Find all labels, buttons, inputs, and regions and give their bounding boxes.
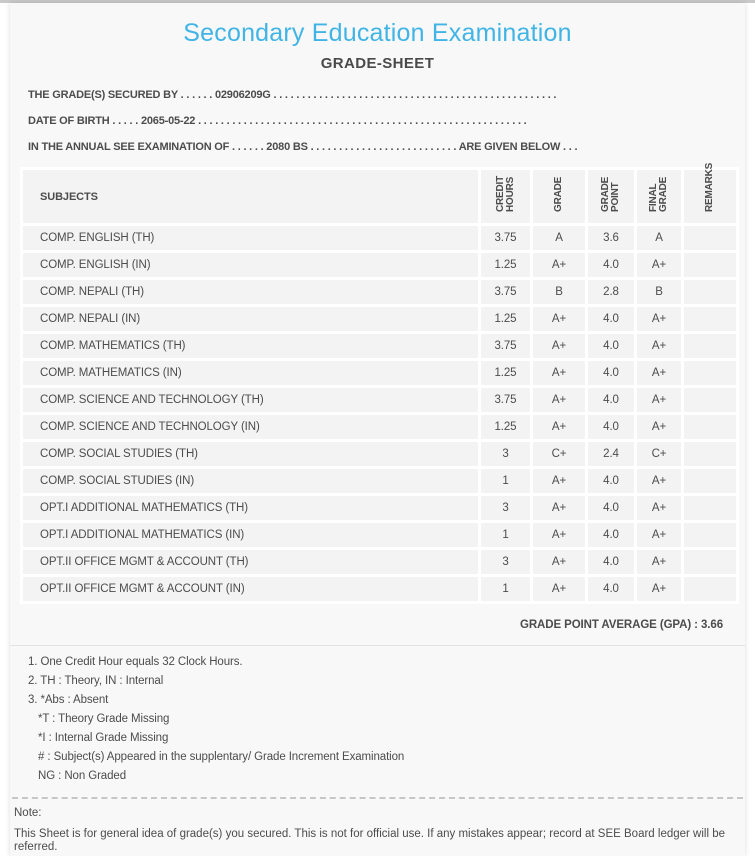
grade-cell: C+ — [533, 442, 585, 466]
grade-point-cell: 3.6 — [588, 226, 634, 250]
grade-point-cell: 4.0 — [588, 496, 634, 520]
column-header-label: GRADE — [553, 176, 564, 212]
final-grade-cell: A+ — [637, 523, 681, 547]
grade-point-cell: 4.0 — [588, 307, 634, 331]
grade-cell: A+ — [533, 361, 585, 385]
column-header-label: REMARKS — [704, 162, 715, 212]
remarks-cell — [684, 415, 736, 439]
grade-point-cell: 4.0 — [588, 334, 634, 358]
table-row — [23, 523, 736, 547]
final-grade-cell: C+ — [637, 442, 681, 466]
grade-point-cell: 4.0 — [588, 361, 634, 385]
table-header-row — [23, 170, 736, 223]
remarks-cell — [684, 523, 736, 547]
subject-cell: COMP. ENGLISH (IN) — [23, 253, 478, 277]
dashed-divider — [12, 797, 743, 799]
grade-cell: A+ — [533, 577, 585, 601]
remarks-cell — [684, 577, 736, 601]
table-row — [23, 253, 736, 277]
subject-cell: COMP. SCIENCE AND TECHNOLOGY (TH) — [23, 388, 478, 412]
credit-hours-cell: 1 — [481, 577, 530, 601]
table-row — [23, 280, 736, 304]
gpa-row — [20, 604, 723, 645]
info-line-examination-year: IN THE ANNUAL SEE EXAMINATION OF . . . . . . 2080 BS . . . . . . . . . . . . . . . . . . . . . . . . . . ARE GIVEN BELOW . . . — [28, 141, 578, 153]
credit-hours-cell: 1.25 — [481, 361, 530, 385]
footnote-line: 1. One Credit Hour equals 32 Clock Hours. — [28, 656, 243, 668]
final-grade-cell: A+ — [637, 550, 681, 574]
subject-cell: COMP. SOCIAL STUDIES (IN) — [23, 469, 478, 493]
footnote-line: *I : Internal Grade Missing — [38, 732, 169, 744]
subject-cell: COMP. SCIENCE AND TECHNOLOGY (IN) — [23, 415, 478, 439]
column-header-grade-point — [588, 170, 634, 223]
credit-hours-cell: 1 — [481, 523, 530, 547]
grade-cell: A+ — [533, 523, 585, 547]
grade-cell: A+ — [533, 496, 585, 520]
remarks-cell — [684, 334, 736, 358]
grade-cell: A+ — [533, 388, 585, 412]
column-header-label: GRADE POINT — [600, 176, 621, 212]
subject-cell: OPT.I ADDITIONAL MATHEMATICS (TH) — [23, 496, 478, 520]
table-row — [23, 226, 736, 250]
remarks-cell — [684, 226, 736, 250]
subject-cell: COMP. ENGLISH (TH) — [23, 226, 478, 250]
grade-point-cell: 4.0 — [588, 577, 634, 601]
column-header-final-grade — [637, 170, 681, 223]
final-grade-cell: A+ — [637, 307, 681, 331]
table-row — [23, 550, 736, 574]
table-body — [23, 226, 736, 601]
credit-hours-cell: 3.75 — [481, 388, 530, 412]
credit-hours-cell: 3 — [481, 550, 530, 574]
grade-cell: A+ — [533, 415, 585, 439]
grade-cell: A+ — [533, 307, 585, 331]
remarks-cell — [684, 469, 736, 493]
column-header-label: CREDIT HOURS — [494, 175, 516, 212]
subject-cell: COMP. MATHEMATICS (IN) — [23, 361, 478, 385]
table-row — [23, 577, 736, 601]
gpa-value: 3.66 — [701, 619, 723, 631]
grade-point-cell: 2.8 — [588, 280, 634, 304]
remarks-cell — [684, 388, 736, 412]
grade-cell: A+ — [533, 334, 585, 358]
grade-cell: A+ — [533, 469, 585, 493]
table-row — [23, 496, 736, 520]
credit-hours-cell: 3 — [481, 442, 530, 466]
remarks-cell — [684, 361, 736, 385]
final-grade-cell: A — [637, 226, 681, 250]
page-subtitle: GRADE-SHEET — [320, 55, 435, 72]
remarks-cell — [684, 442, 736, 466]
table-row — [23, 469, 736, 493]
final-grade-cell: A+ — [637, 577, 681, 601]
grade-point-cell: 4.0 — [588, 415, 634, 439]
remarks-cell — [684, 496, 736, 520]
column-header-subjects: SUBJECTS — [23, 170, 478, 223]
final-grade-cell: A+ — [637, 253, 681, 277]
grade-sheet — [10, 3, 745, 856]
page-title: Secondary Education Examination — [183, 19, 572, 47]
remarks-cell — [684, 253, 736, 277]
credit-hours-cell: 3.75 — [481, 334, 530, 358]
footnote-line: 3. *Abs : Absent — [28, 694, 109, 706]
remarks-cell — [684, 280, 736, 304]
info-line-date-of-birth: DATE OF BIRTH . . . . . 2065-05-22 . . . . . . . . . . . . . . . . . . . . . . . . . . . . . . . . . . . . . . . . . . . . . . . . . . . . . . . . . . — [28, 115, 527, 127]
credit-hours-cell: 3.75 — [481, 280, 530, 304]
credit-hours-cell: 3.75 — [481, 226, 530, 250]
grade-cell: B — [533, 280, 585, 304]
table-row — [23, 334, 736, 358]
grade-point-cell: 4.0 — [588, 388, 634, 412]
grade-point-cell: 4.0 — [588, 523, 634, 547]
grade-point-cell: 4.0 — [588, 253, 634, 277]
grade-point-cell: 4.0 — [588, 469, 634, 493]
final-grade-cell: A+ — [637, 415, 681, 439]
subject-cell: COMP. MATHEMATICS (TH) — [23, 334, 478, 358]
credit-hours-cell: 1.25 — [481, 307, 530, 331]
table-row — [23, 388, 736, 412]
footnotes-section — [10, 645, 745, 782]
subject-cell: OPT.II OFFICE MGMT & ACCOUNT (TH) — [23, 550, 478, 574]
grade-cell: A+ — [533, 253, 585, 277]
footnote-line: NG : Non Graded — [38, 770, 126, 782]
remarks-cell — [684, 307, 736, 331]
subject-cell: COMP. SOCIAL STUDIES (TH) — [23, 442, 478, 466]
final-grade-cell: A+ — [637, 361, 681, 385]
table-row — [23, 415, 736, 439]
grade-cell: A+ — [533, 550, 585, 574]
candidate-info — [10, 89, 745, 153]
column-header-remarks — [684, 162, 736, 223]
credit-hours-cell: 1 — [481, 469, 530, 493]
column-header-grade — [533, 170, 585, 223]
gpa-label: GRADE POINT AVERAGE (GPA) : — [520, 619, 698, 631]
grade-point-cell: 4.0 — [588, 550, 634, 574]
credit-hours-cell: 1.25 — [481, 253, 530, 277]
subject-cell: COMP. NEPALI (IN) — [23, 307, 478, 331]
final-grade-cell: B — [637, 280, 681, 304]
final-grade-cell: A+ — [637, 388, 681, 412]
table-row — [23, 307, 736, 331]
column-header-credit-hours — [481, 170, 530, 223]
table-row — [23, 442, 736, 466]
footnote-line: # : Subject(s) Appeared in the supplentary/ Grade Increment Examination — [38, 751, 405, 763]
footnote-line: *T : Theory Grade Missing — [38, 713, 170, 725]
table-row — [23, 361, 736, 385]
subject-cell: COMP. NEPALI (TH) — [23, 280, 478, 304]
subject-cell: OPT.I ADDITIONAL MATHEMATICS (IN) — [23, 523, 478, 547]
credit-hours-cell: 1.25 — [481, 415, 530, 439]
remarks-cell — [684, 550, 736, 574]
final-grade-cell: A+ — [637, 469, 681, 493]
final-grade-cell: A+ — [637, 496, 681, 520]
subject-cell: OPT.II OFFICE MGMT & ACCOUNT (IN) — [23, 577, 478, 601]
grade-cell: A — [533, 226, 585, 250]
credit-hours-cell: 3 — [481, 496, 530, 520]
grade-point-cell: 2.4 — [588, 442, 634, 466]
column-header-label: FINAL GRADE — [648, 176, 669, 212]
note-text: This Sheet is for general idea of grade(s) you secured. This is not for official use. If any mistakes appear; record at SEE Board ledger will be referred. — [14, 828, 726, 853]
footnote-line: 2. TH : Theory, IN : Internal — [28, 675, 164, 687]
note-label: Note: — [14, 807, 42, 819]
info-line-secured-by: THE GRADE(S) SECURED BY . . . . . . 02906209G . . . . . . . . . . . . . . . . . . . . . . . . . . . . . . . . . . . . . . . . . . . . . . . . . . — [28, 89, 557, 101]
grades-table — [20, 162, 739, 604]
final-grade-cell: A+ — [637, 334, 681, 358]
